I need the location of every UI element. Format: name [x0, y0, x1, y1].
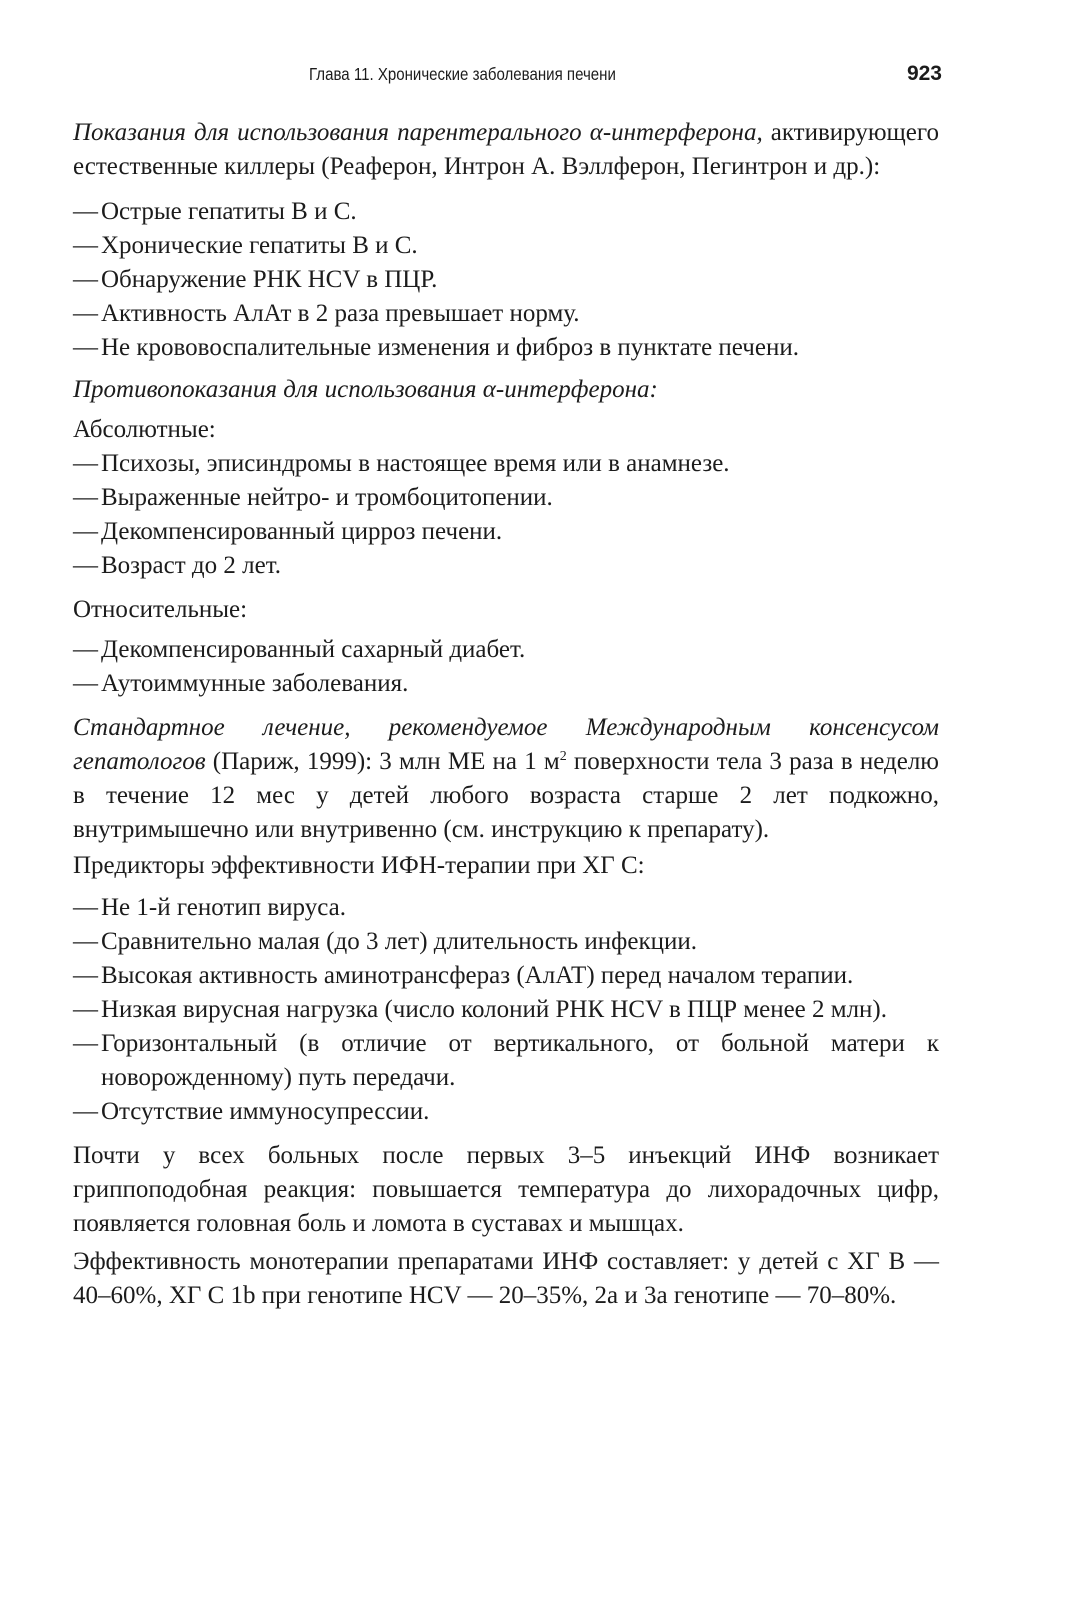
dash-mark: — [73, 450, 98, 477]
list-item: — Декомпенсированный сахарный диабет. [73, 633, 939, 667]
list-item: — Выраженные нейтро- и тромбоцитопении. [73, 481, 939, 515]
list-item: — Отсутствие иммуносупрессии. [73, 1095, 939, 1129]
dash-mark: — [73, 300, 98, 327]
dash-mark: — [73, 894, 98, 921]
dash-mark: — [73, 334, 98, 361]
absolute-label: Абсолютные: [73, 416, 216, 443]
dash-mark: — [73, 484, 98, 511]
list-item: — Психозы, эписиндромы в настоящее время или в анамнезе. [73, 447, 939, 481]
indications-heading: Показания для использования парентерального α-интерферона, [73, 119, 763, 146]
dash-mark: — [73, 552, 98, 579]
dash-mark: — [73, 232, 98, 259]
relative-label: Относительные: [73, 596, 248, 623]
relative-contraindications-list [73, 633, 939, 701]
absolute-contraindications-list [73, 447, 939, 583]
flu-reaction-paragraph: Почти у всех больных после первых 3–5 инъекций ИНФ возникает гриппоподобная реакция: повышается температура до лихорадочных цифр, появляется головная боль и ломота в суставах и мышцах. [73, 1142, 939, 1237]
indications-list [73, 195, 939, 365]
list-item: — Острые гепатиты В и С. [73, 195, 939, 229]
list-item: — Горизонтальный (в отличие от вертикального, от больной матери к новорожденному) путь передачи. [73, 1027, 939, 1095]
chapter-title: Глава 11. Хронические заболевания печени [309, 64, 616, 84]
dash-mark: — [73, 928, 98, 955]
list-item: — Хронические гепатиты В и С. [73, 229, 939, 263]
list-item: — Обнаружение РНК HCV в ПЦР. [73, 263, 939, 297]
dash-mark: — [73, 670, 98, 697]
dash-mark: — [73, 962, 98, 989]
list-item: — Не 1-й генотип вируса. [73, 891, 939, 925]
predictors-list [73, 891, 939, 1129]
running-head [73, 62, 942, 88]
list-item: — Возраст до 2 лет. [73, 549, 939, 583]
dash-mark: — [73, 1098, 98, 1125]
contraindications-heading: Противопоказания для использования α-интерферона: [73, 376, 658, 403]
dash-mark: — [73, 1030, 98, 1057]
standard-treatment-heading: Стандартное лечение, рекомендуемое Международным консенсусом гепатологов [73, 714, 939, 775]
indications-paragraph [73, 116, 939, 184]
dash-mark: — [73, 996, 98, 1023]
dash-mark: — [73, 518, 98, 545]
superscript: 2 [559, 749, 567, 764]
efficacy-paragraph: Эффективность монотерапии препаратами ИНФ составляет: у детей с ХГ В — 40–60%, ХГ С 1b при генотипе HCV — 20–35%, 2а и 3а генотипе — 70–80%. [73, 1248, 939, 1309]
dash-mark: — [73, 636, 98, 663]
page-number: 923 [906, 62, 942, 85]
list-item: — Низкая вирусная нагрузка (число колоний РНК HCV в ПЦР менее 2 млн). [73, 993, 939, 1027]
standard-treatment-paragraph: Стандартное лечение, рекомендуемое Международным консенсусом гепатологов (Париж, 1999): 3 млн МЕ на 1 $м^2$ поверхности тела 3 раза в неделю в течение 12 мес у детей любого возраста старше 2 лет подкожно, внутримышечно или внутривенно (см. инструкцию к препарату). [73, 714, 939, 843]
list-item: — Сравнительно малая (до 3 лет) длительность инфекции. [73, 925, 939, 959]
list-item: — Высокая активность аминотрансфераз (АлАТ) перед началом терапии. [73, 959, 939, 993]
dash-mark: — [73, 198, 98, 225]
list-item: — Не крововоспалительные изменения и фиброз в пунктате печени. [73, 331, 939, 365]
indications-text: активирующего естественные киллеры (Реаферон, Интрон А. Вэллферон, Пегинтрон и др.): [73, 119, 939, 180]
predictors-heading: Предикторы эффективности ИФН-терапии при ХГ С: [73, 852, 645, 879]
list-item: — Аутоиммунные заболевания. [73, 667, 939, 701]
page-body [73, 116, 939, 1313]
dash-mark: — [73, 266, 98, 293]
list-item: — Декомпенсированный цирроз печени. [73, 515, 939, 549]
list-item: — Активность АлАт в 2 раза превышает норму. [73, 297, 939, 331]
